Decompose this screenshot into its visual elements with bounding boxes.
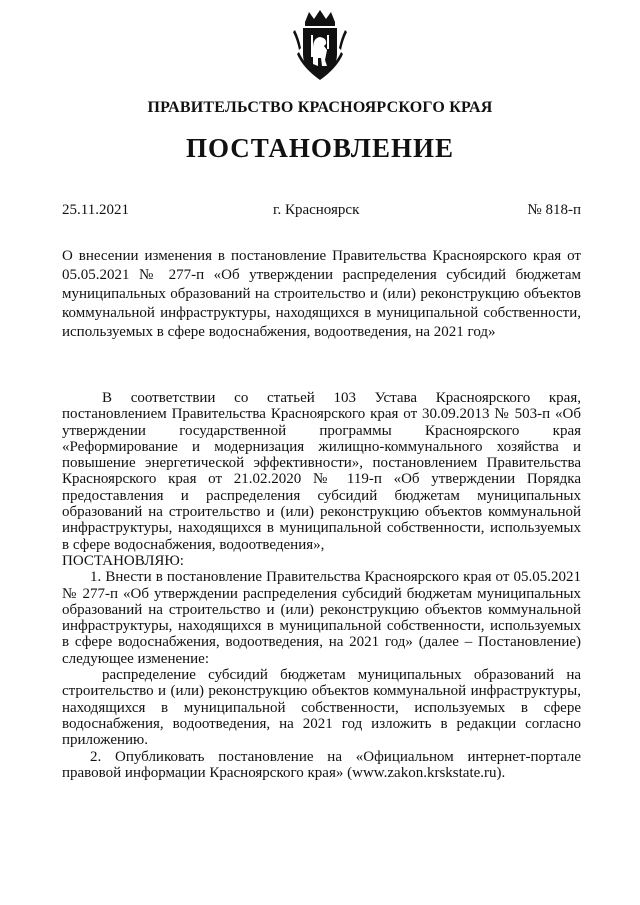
document-number: № 818-п bbox=[527, 202, 581, 218]
item-1-sub-paragraph: распределение субсидий бюджетам муниципальных образований на строительство и (или) реконструкцию объектов коммунальной инфраструктуры, находящихся в муниципальной собственности, используемых в сфере водоснабжения, водоотведения, на 2021 год изложить в редакции согласно приложению. bbox=[62, 667, 581, 749]
item-2-paragraph: 2. Опубликовать постановление на «Официальном интернет-портале правовой информации Красноярского края» (www.zakon.krskstate.ru). bbox=[62, 748, 581, 781]
preamble-paragraph: В соответствии со статьей 103 Устава Красноярского края, постановлением Правительства Красноярского края от 30.09.2013 № 503-п «Об утверждении государственной программы Красноярского края «Реформирование и модернизация жилищно-коммунального хозяйства и повышение энергетической эффективности», постановлением Правительства Красноярского края от 21.02.2020 № 119-п «Об утверждении Порядка предоставления и распределения субсидий бюджетам муниципальных образований на строительство и (или) реконструкцию объектов коммунальной инфраструктуры, находящихся в муниципальной собственности, используемых в сфере водоснабжения, водоотведения», bbox=[62, 390, 581, 553]
document-body bbox=[62, 390, 581, 781]
decree-word: ПОСТАНОВЛЯЮ: bbox=[62, 552, 184, 569]
government-name: ПРАВИТЕЛЬСТВО КРАСНОЯРСКОГО КРАЯ bbox=[147, 99, 493, 116]
document-date: 25.11.2021 bbox=[62, 202, 129, 218]
krasnoyarsk-coat-of-arms-icon bbox=[291, 8, 349, 84]
document-title: О внесении изменения в постановление Правительства Красноярского края от 05.05.2021 № 277-п «Об утверждении распределения субсидий бюджетам муниципальных образований на строительство и (или) реконструкцию объектов коммунальной инфраструктуры, находящихся в муниципальной собственности, используемых в сфере водоснабжения, водоотведения, на 2021 год» bbox=[62, 248, 581, 340]
document-type: ПОСТАНОВЛЕНИЕ bbox=[185, 133, 455, 163]
document-city: г. Красноярск bbox=[273, 202, 360, 218]
item-1-paragraph: 1. Внести в постановление Правительства Красноярского края от 05.05.2021 № 277-п «Об утверждении распределения субсидий бюджетам муниципальных образований на строительство и (или) реконструкцию объектов коммунальной инфраструктуры, находящихся в муниципальной собственности, используемых в сфере водоснабжения, водоотведения, на 2021 год» (далее – Постановление) следующее изменение: bbox=[62, 569, 581, 667]
